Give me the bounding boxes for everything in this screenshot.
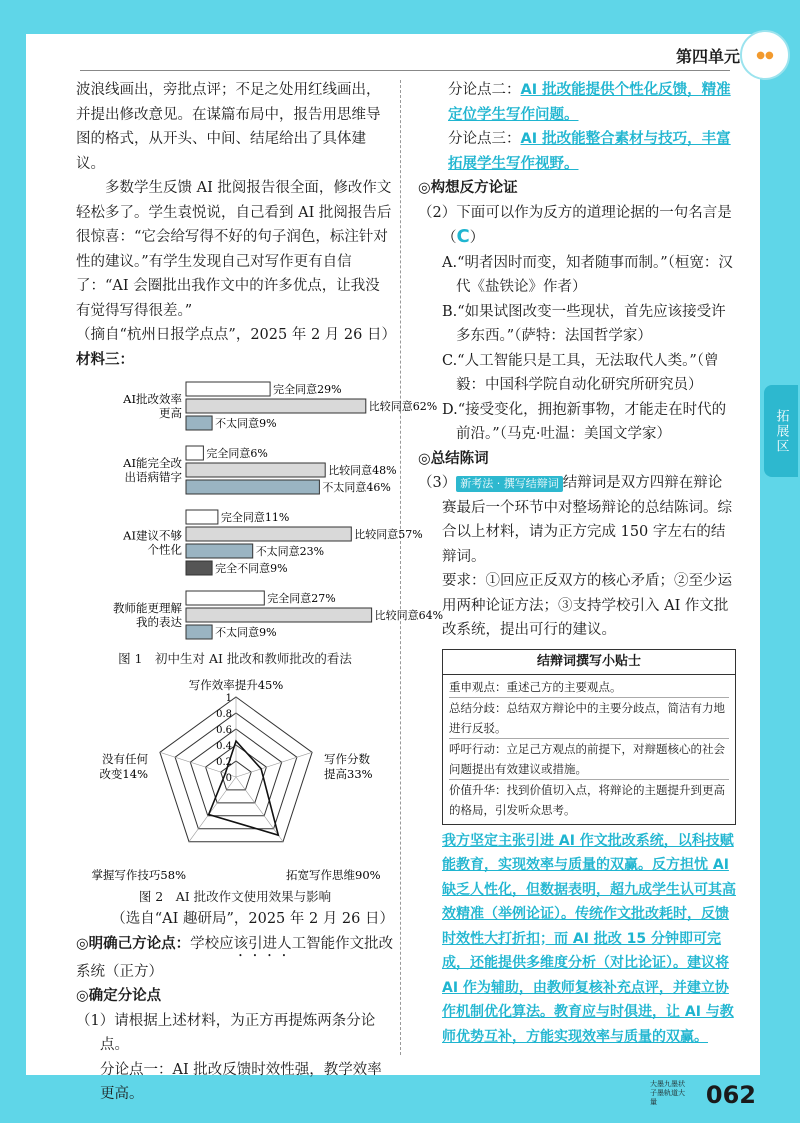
bar-label: 不太同意9%: [215, 417, 277, 430]
bar-label: 不太同意9%: [215, 626, 277, 639]
figure-2-radar-chart: [76, 669, 394, 882]
bar: [186, 382, 270, 396]
group-label: 教师能更理解: [113, 601, 182, 615]
right-column: [418, 78, 736, 1049]
option-a: A.“明者因时而变，知者随事而制。”（桓宽：汉代《盐铁论》作者）: [442, 254, 733, 295]
bar-label: 比较同意64%: [374, 609, 444, 622]
tips-item: 重申观点：重述己方的主要观点。: [449, 677, 729, 698]
left-border: [0, 0, 26, 1123]
option-b: B.“如果试图改变一些现状，首先应该接受许多东西。”（萨特：法国哲学家）: [442, 303, 726, 344]
bar: [186, 510, 218, 524]
page-number-caption: 大墨九墨状 子墨轨道大量: [650, 1080, 685, 1106]
radar-axis-label: 改变14%: [99, 766, 148, 781]
radar-axis-label: 写作分数: [324, 751, 370, 766]
bar: [186, 399, 366, 413]
bar: [186, 561, 212, 575]
figure-1-bar-chart: [76, 372, 444, 642]
subpoint-3: [418, 127, 736, 176]
radar-axis-label: 提高33%: [324, 766, 373, 781]
side-tab-label: 拓展区: [773, 408, 789, 454]
closing-statement-answer: [442, 829, 736, 1050]
tips-box: [442, 649, 736, 825]
bar-label: 比较同意62%: [368, 400, 438, 413]
bar: [186, 591, 264, 605]
radar-tick: 0.6: [216, 724, 232, 736]
header-rule: [80, 70, 730, 71]
tips-title: 结辩词撰写小贴士: [443, 652, 735, 675]
subpoint-1: 分论点一：AI 批改反馈时效性强，教学效率更高。: [100, 1061, 382, 1102]
bar-label: 比较同意57%: [354, 528, 423, 541]
subpoint-3-label: 分论点三：: [448, 131, 521, 147]
group-label: AI建议不够: [123, 528, 182, 543]
question-2-text: （2）下面可以作为反方的道理论据的一句名言是: [418, 204, 732, 221]
clarify-thesis-text-b: 工智能作文批改系统（正方）: [76, 935, 394, 980]
bar: [186, 480, 319, 494]
figure-1-caption: 图 1 初中生对 AI 批改和教师批改的看法: [118, 650, 352, 666]
bar-label: 完全同意11%: [220, 511, 290, 524]
source-citation-1: （摘自“杭州日报学点点”，2025 年 2 月 26 日）: [76, 327, 396, 343]
confirm-subpoints-heading: ◎确定分论点: [76, 988, 162, 1004]
question-3: [418, 471, 736, 569]
group-label: AI批改效率: [123, 392, 182, 406]
radar-tick: 0.4: [216, 740, 232, 752]
page-number: 062: [705, 1081, 756, 1109]
question-2-answer: C: [456, 226, 470, 247]
question-2-paren-close: ）: [469, 230, 485, 246]
question-2: [418, 201, 736, 251]
clarify-thesis-text-a: 学校应: [190, 935, 234, 952]
subpoint-2-label: 分论点二：: [448, 82, 521, 98]
figure-2-caption: 图 2 AI 批改作文使用效果与影响: [138, 889, 332, 904]
source-citation-2: （选自“AI 趣研局”，2025 年 2 月 26 日）: [111, 911, 394, 927]
summary-heading: ◎总结陈词: [418, 450, 489, 467]
tips-item: 总结分歧：总结双方辩论中的主要分歧点，简洁有力地进行反驳。: [449, 698, 729, 739]
radar-axis-label: 写作效率提升45%: [188, 677, 284, 692]
radar-tick: 0.2: [216, 756, 232, 768]
group-label: 更高: [159, 406, 182, 420]
unit-title: 第四单元: [675, 47, 740, 66]
bar-label: 完全同意6%: [206, 447, 268, 460]
question-3-text: 结辩词是双方四辩在辩论赛最后一个环节中对整场辩论的总结陈词。综合以上材料，请为正方完成 150 字左右的结辩词。: [442, 475, 732, 565]
option-d: D.“接受变化，拥抱新事物，才能走在时代的前沿。”（马克·吐温：美国文学家）: [442, 401, 727, 442]
radar-axis-label: 没有任何: [102, 751, 148, 766]
material-3-heading: 材料三：: [76, 351, 134, 368]
closing-statement-text: 我方坚定主张引进 AI 作文批改系统，以科技赋能教育，实现效率与质量的双赢。反方担忧 AI 缺乏人性化，但数据表明，超九成学生认可其高效精准（举例论证）。传统作文批改耗时，反馈时效性大打折扣；而 AI 批改 15 分钟即可完成，还能提供多维度分析（对比论证）。建议将 AI 作为辅助，由教师复核补充点评，并建立协作机制优化算法。教育应与时俱进，让 AI 与教师优势互补，方能实现效率与质量的双赢。: [442, 832, 736, 1045]
subpoint-2: [418, 78, 736, 127]
radar-tick: 0.8: [216, 708, 232, 720]
right-border: [760, 34, 800, 1109]
clarify-thesis-label: ◎明确己方论点：: [76, 935, 191, 952]
radar-axis-label: 掌握写作技巧58%: [91, 867, 186, 882]
column-divider: [400, 80, 401, 1055]
bar-label: 不太同意46%: [322, 481, 391, 494]
top-border: [0, 0, 800, 34]
group-label: 出语病错字: [124, 470, 182, 484]
bar: [186, 625, 212, 639]
subpoint-2-answer: AI 批改能提供个性化反馈，精准定位学生写作问题。: [448, 82, 731, 123]
radar-tick: 0: [225, 772, 232, 784]
radar-spoke: [189, 777, 236, 842]
new-method-tag: 新考法 · 撰写结辩词: [456, 476, 563, 492]
bar-label: 完全不同意9%: [215, 562, 288, 575]
clarify-thesis-emphasis: 该引进人: [233, 935, 292, 952]
paragraph-1: 波浪线画出，旁批点评；不足之处用红线画出，并提出修改意见。在谋篇布局中，报告用思维导图的格式，从开头、中间、结尾给出了具体建议。: [76, 82, 381, 172]
paragraph-2: 多数学生反馈 AI 批阅报告很全面，修改作文轻松多了。学生袁悦说，自己看到 AI 批阅报告后很惊喜：“它会给写得不好的句子润色，标注针对性的建议。”有学生发现自己对写作更有自信了：“AI 会圈批出我作文中的许多优点，让我没有觉得写得很差。”: [76, 180, 392, 319]
subpoint-3-answer: AI 批改能整合素材与技巧，丰富拓展学生写作视野。: [448, 131, 731, 172]
radar-axis-label: 拓宽写作思维90%: [286, 867, 381, 882]
question-1: （1）请根据上述材料，为正方再提炼两条分论点。: [76, 1012, 376, 1053]
question-2-paren-open: （: [442, 230, 457, 246]
bar: [186, 527, 351, 541]
radar-spoke: [236, 777, 283, 842]
group-label: AI能完全改: [123, 456, 182, 470]
clarify-thesis: [76, 932, 394, 985]
oppose-heading: ◎构想反方论证: [418, 180, 518, 196]
group-label: 个性化: [147, 542, 182, 557]
bar-label: 完全同意27%: [267, 592, 336, 605]
bar: [186, 416, 212, 430]
bar-label: 完全同意29%: [273, 383, 342, 396]
bar: [186, 608, 372, 622]
bar: [186, 446, 203, 460]
radar-tick: 1: [225, 692, 232, 704]
bar: [186, 463, 325, 477]
side-tab-extension[interactable]: [764, 385, 798, 477]
bar-label: 不太同意23%: [255, 545, 325, 558]
bar-label: 比较同意48%: [328, 464, 397, 477]
mascot-logo-icon: ●●: [740, 30, 790, 80]
option-c: C.“人工智能只是工具，无法取代人类。”（曾毅：中国科学院自动化研究所研究员）: [442, 352, 719, 393]
tips-item: 呼吁行动：立足己方观点的前提下，对辩题核心的社会问题提出有效建议或措施。: [449, 739, 729, 780]
group-label: 我的表达: [136, 615, 182, 629]
radar-spoke: [236, 752, 312, 777]
question-3-requirements: 要求：①回应正反双方的核心矛盾；②至少运用两种论证方法；③支持学校引入 AI 作文批改系统，提出可行的建议。: [442, 573, 732, 638]
bar: [186, 544, 253, 558]
left-column: [76, 78, 444, 1107]
question-3-number: （3）: [418, 475, 457, 491]
tips-item: 价值升华：找到价值切入点，将辩论的主题提升到更高的格局，引发听众思考。: [449, 782, 725, 817]
